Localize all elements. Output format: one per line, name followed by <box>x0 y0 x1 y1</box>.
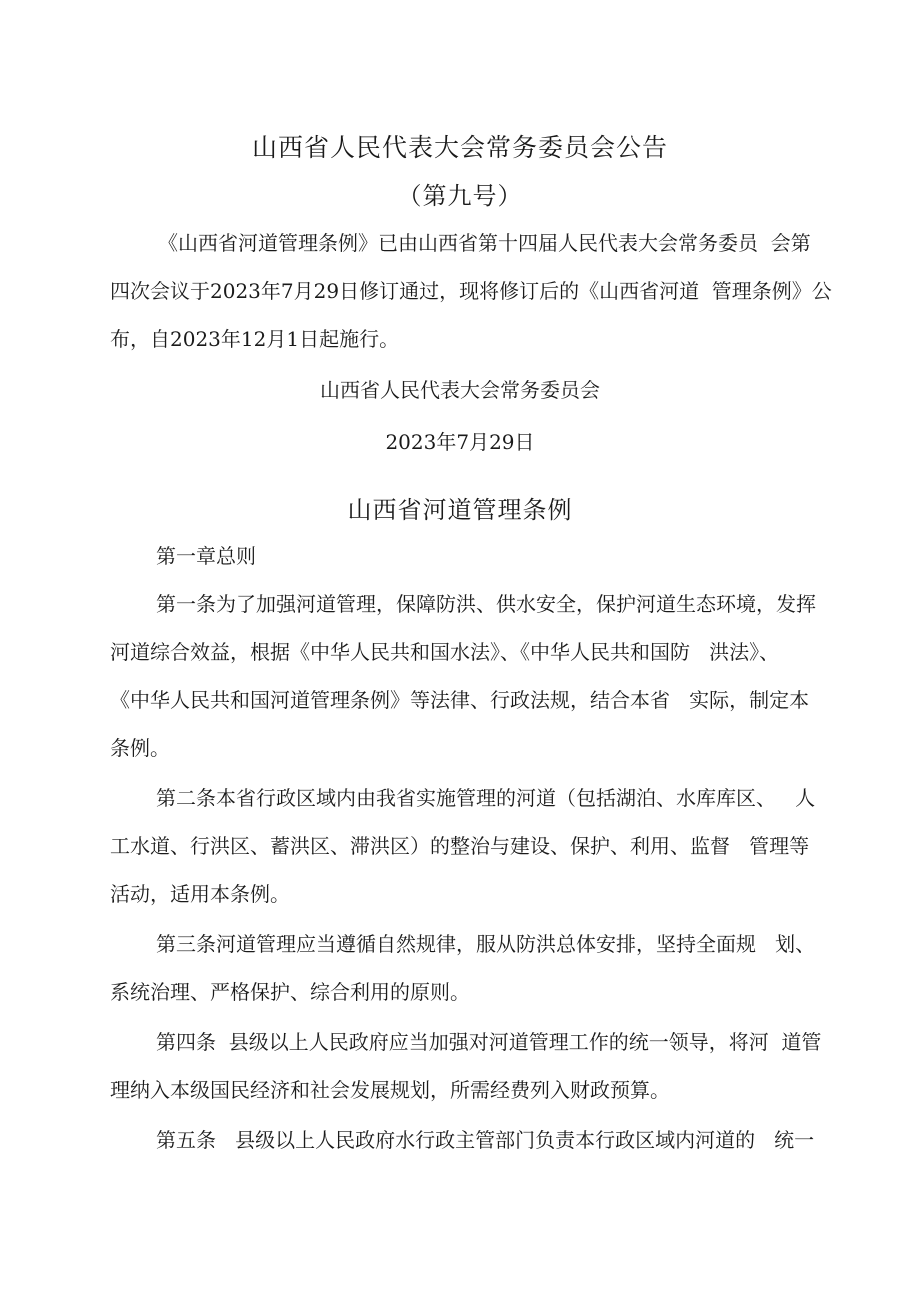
article-1-line: 条例。 <box>110 736 170 760</box>
article-1-line: 第一条为了加强河道管理，保障防洪、供水安全，保护河道生态环境，发挥 <box>156 592 816 616</box>
article-4-line: 理纳入本级国民经济和社会发展规划，所需经费列入财政预算。 <box>110 1078 670 1102</box>
article-1-line: 河道综合效益，根据《中华人民共和国水法》、《中华人民共和国防 洪法》、 <box>110 640 780 664</box>
announcement-date: 2023年7月29日 <box>385 430 535 454</box>
announcement-number: （第九号） <box>397 182 523 210</box>
announcement-body-line: 四次会议于2023年7月29日修订通过，现将修订后的《山西省河道 管理条例》公 <box>110 279 832 303</box>
article-2-line: 活动，适用本条例。 <box>110 882 290 906</box>
article-2-line: 工水道、行洪区、蓄洪区、滞洪区）的整治与建设、保护、利用、监督 管理等 <box>110 834 810 858</box>
article-2-line: 第二条本省行政区域内由我省实施管理的河道（包括湖泊、水库库区、 人 <box>156 786 816 810</box>
article-3-line: 系统治理、严格保护、综合利用的原则。 <box>110 980 470 1004</box>
chapter-heading: 第一章总则 <box>156 544 256 568</box>
announcement-signature: 山西省人民代表大会常务委员会 <box>320 378 600 402</box>
announcement-body-line: 《山西省河道管理条例》已由山西省第十四届人民代表大会常务委员 会第 <box>158 231 811 255</box>
announcement-body-line: 布，自2023年12月1日起施行。 <box>110 327 400 351</box>
regulation-title: 山西省河道管理条例 <box>347 496 573 524</box>
article-4-line: 第四条 县级以上人民政府应当加强对河道管理工作的统一领导，将河 道管 <box>156 1030 822 1054</box>
article-3-line: 第三条河道管理应当遵循自然规律，服从防洪总体安排，坚持全面规 划、 <box>156 932 816 956</box>
article-1-line: 《中华人民共和国河道管理条例》等法律、行政法规，结合本省 实际，制定本 <box>110 688 810 712</box>
announcement-title: 山西省人民代表大会常务委员会公告 <box>251 133 668 162</box>
article-5-line: 第五条 县级以上人民政府水行政主管部门负责本行政区域内河道的 统一 <box>156 1128 815 1152</box>
